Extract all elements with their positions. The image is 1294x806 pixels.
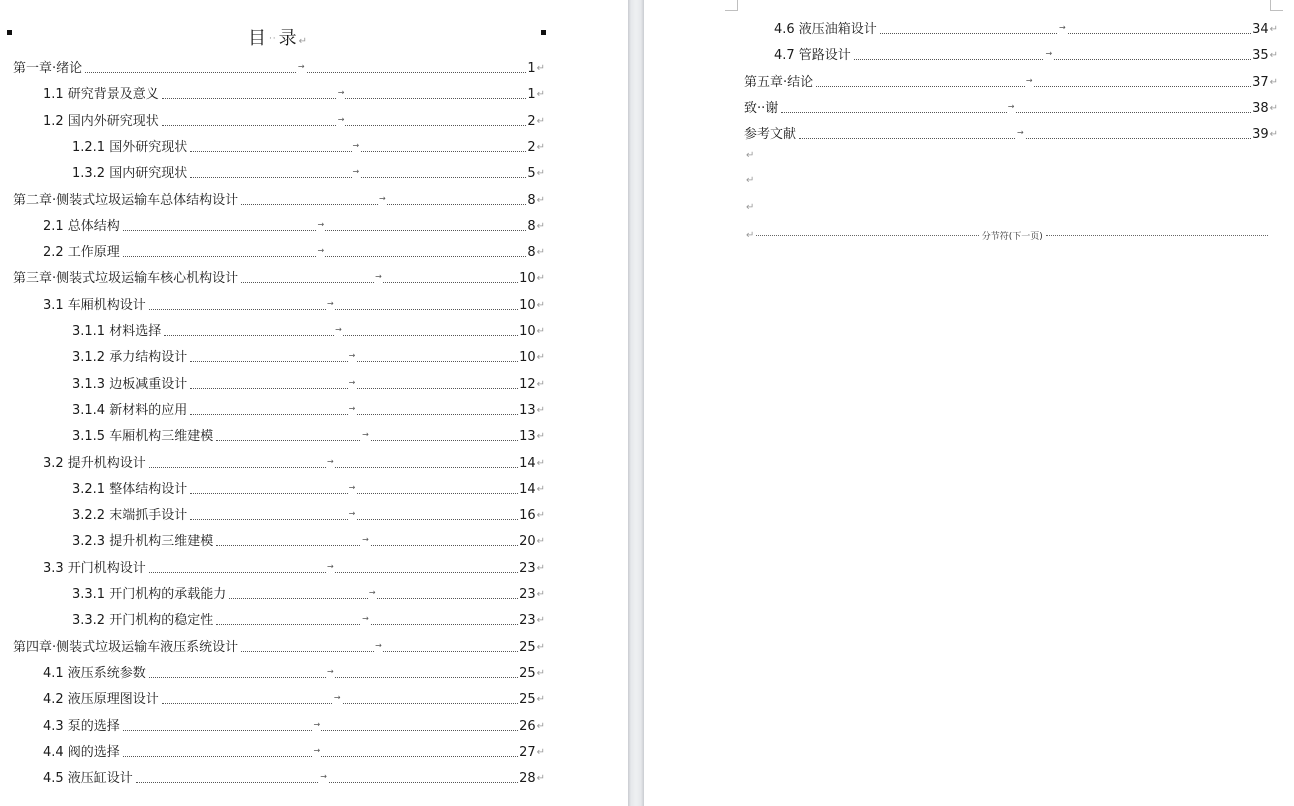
- paragraph-mark-icon: ↵: [536, 352, 545, 364]
- tab-arrow-icon: →: [361, 611, 370, 627]
- toc-entry-page: 25: [519, 665, 536, 681]
- tab-arrow-icon: →: [1025, 73, 1034, 89]
- toc-entry-page: 8: [527, 218, 536, 234]
- toc-entry-label: 1.2.1 国外研究现状: [72, 139, 188, 155]
- dot-leader: [854, 49, 1251, 60]
- paragraph-mark-icon: ↵: [536, 431, 545, 443]
- tab-arrow-icon: →: [317, 243, 326, 259]
- toc-entry[interactable]: [744, 97, 1278, 117]
- paragraph-mark-icon: ↵: [746, 202, 755, 213]
- paragraph-mark-icon: ↵: [536, 141, 545, 153]
- toc-entry[interactable]: [13, 189, 545, 209]
- toc-entry-page: 20: [519, 534, 536, 550]
- toc-entry-page: 23: [519, 587, 536, 602]
- dot-leader: [136, 772, 518, 783]
- toc-entry-label: 3.2 提升机构设计: [43, 455, 146, 471]
- toc-entry-label: 1.2 国内外研究现状: [43, 113, 159, 129]
- toc-entry-label: 2.1 总体结构: [43, 218, 120, 234]
- tab-arrow-icon: →: [368, 585, 377, 601]
- paragraph-mark-icon: ↵: [536, 457, 545, 469]
- toc-entry-page: 38: [1252, 100, 1269, 116]
- dot-leader: [149, 666, 518, 678]
- paragraph-mark-icon: ↵: [536, 483, 545, 495]
- toc-entry[interactable]: [43, 715, 545, 735]
- toc-entry-page: 8: [527, 245, 536, 261]
- paragraph-mark-icon: ↵: [536, 115, 545, 127]
- dot-leader: [216, 535, 518, 546]
- toc-entry-page: 10: [519, 271, 536, 287]
- dot-leader: [162, 114, 527, 126]
- tab-arrow-icon: →: [348, 480, 357, 496]
- paragraph-mark-icon: ↵: [1269, 129, 1278, 141]
- toc-entry[interactable]: [72, 425, 545, 445]
- tab-arrow-icon: →: [337, 112, 346, 128]
- toc-entry-page: 10: [519, 324, 536, 339]
- dot-leader: [216, 430, 518, 441]
- paragraph-mark-icon: ↵: [536, 746, 545, 758]
- toc-entry-page: 13: [519, 429, 536, 445]
- toc-entry[interactable]: [744, 123, 1278, 143]
- toc-entry-label: 2.2 工作原理: [43, 245, 120, 261]
- paragraph-mark-icon: ↵: [536, 510, 545, 522]
- dot-leader: [190, 377, 518, 389]
- toc-entry-page: 1: [527, 87, 536, 103]
- toc-entry-label: 第三章·侧装式垃圾运输车核心机构设计: [13, 271, 239, 287]
- tab-arrow-icon: →: [374, 638, 383, 654]
- toc-entry-label: 第四章·侧装式垃圾运输车液压系统设计: [13, 639, 239, 655]
- paragraph-mark-icon: ↵: [298, 36, 309, 47]
- tab-arrow-icon: →: [333, 690, 342, 706]
- toc-entry[interactable]: [72, 373, 545, 393]
- paragraph-mark-icon: ↵: [536, 168, 545, 180]
- paragraph-mark-icon: ↵: [746, 229, 755, 241]
- tab-arrow-icon: →: [348, 506, 357, 522]
- toc-entry-page: 10: [519, 350, 536, 366]
- paragraph-mark-icon: ↵: [536, 247, 545, 259]
- dot-leader: [162, 693, 518, 704]
- tab-arrow-icon: →: [374, 269, 383, 285]
- toc-entry-label: 参考文献: [744, 127, 797, 143]
- toc-entry-label: 3.1.5 车厢机构三维建模: [72, 429, 214, 445]
- toc-entry-page: 5: [527, 166, 536, 182]
- toc-entry-label: 3.3 开门机构设计: [43, 560, 146, 576]
- section-break: [746, 229, 1268, 241]
- toc-entry[interactable]: [43, 662, 545, 682]
- dot-leader: [229, 588, 518, 599]
- dot-leader: [190, 167, 526, 178]
- paragraph-mark-icon: ↵: [746, 175, 755, 186]
- paragraph-mark-icon: ↵: [536, 667, 545, 679]
- toc-entry-label: 3.2.2 末端抓手设计: [72, 508, 188, 524]
- dot-leader: [241, 640, 518, 652]
- tab-arrow-icon: →: [326, 454, 335, 470]
- toc-title-left: 目: [247, 28, 267, 49]
- tab-arrow-icon: →: [334, 322, 343, 338]
- toc-entry-label: 3.2.3 提升机构三维建模: [72, 534, 214, 550]
- toc-entry[interactable]: [72, 399, 545, 419]
- toc-entry-label: 3.3.2 开门机构的稳定性: [72, 613, 214, 629]
- tab-arrow-icon: →: [361, 427, 370, 443]
- toc-entry[interactable]: [43, 215, 545, 235]
- dot-leader: [241, 193, 526, 205]
- dot-leader: [85, 62, 526, 73]
- dot-leader: [781, 101, 1251, 113]
- tab-arrow-icon: →: [348, 348, 357, 364]
- dot-leader: [123, 246, 527, 257]
- paragraph-mark-icon: ↵: [536, 694, 545, 706]
- toc-entry[interactable]: [72, 583, 545, 603]
- toc-entry[interactable]: [13, 636, 545, 656]
- tab-arrow-icon: →: [326, 296, 335, 312]
- crop-mark-right-icon: [1270, 0, 1283, 11]
- toc-entry-label: 致··谢: [744, 100, 779, 116]
- toc-entry[interactable]: [43, 241, 545, 261]
- toc-entry-page: 2: [527, 139, 536, 155]
- dot-leader: [149, 298, 518, 310]
- toc-entry-page: 14: [519, 455, 536, 471]
- dot-leader: [190, 509, 518, 520]
- paragraph-mark-icon: ↵: [536, 326, 545, 337]
- dot-leader: [241, 272, 518, 283]
- toc-entry[interactable]: [774, 44, 1278, 64]
- paragraph-mark-icon: ↵: [536, 773, 545, 785]
- paragraph-mark-icon: ↵: [1269, 50, 1278, 62]
- toc-entry-page: 27: [519, 744, 536, 760]
- toc-entry-page: 10: [519, 297, 536, 313]
- paragraph-mark-icon: ↵: [536, 63, 545, 74]
- toc-entry-page: 37: [1252, 74, 1269, 90]
- toc-entry[interactable]: [72, 346, 545, 366]
- section-break-label: 分节符(下一页): [981, 231, 1043, 242]
- tab-arrow-icon: →: [313, 717, 322, 733]
- tab-arrow-icon: →: [317, 217, 326, 233]
- tab-arrow-icon: →: [378, 191, 387, 207]
- tab-arrow-icon: →: [326, 559, 335, 575]
- toc-entry-page: 13: [519, 402, 536, 418]
- dot-leader: [123, 219, 527, 231]
- dot-leader: [799, 128, 1251, 139]
- crop-mark-left-icon: [725, 0, 738, 11]
- toc-entry-label: 4.3 泵的选择: [43, 718, 120, 734]
- tab-arrow-icon: →: [352, 138, 361, 154]
- toc-entry-label: 第一章·绪论: [13, 61, 83, 76]
- tab-arrow-icon: →: [1016, 125, 1025, 141]
- toc-entry-label: 3.1.1 材料选择: [72, 324, 162, 339]
- paragraph-mark-icon: ↵: [536, 299, 545, 311]
- tab-arrow-icon: →: [1044, 46, 1053, 62]
- toc-entry-page: 2: [527, 113, 536, 129]
- dot-leader: [123, 745, 518, 757]
- dot-leader: [190, 403, 518, 415]
- toc-entry-page: 12: [519, 376, 536, 392]
- paragraph-mark-icon: ↵: [536, 615, 545, 627]
- dot-leader: [816, 75, 1251, 87]
- dot-leader: [149, 561, 518, 573]
- toc-entry-label: 4.5 液压缸设计: [43, 771, 133, 787]
- toc-entry-page: 25: [519, 692, 536, 708]
- tab-arrow-icon: →: [1007, 99, 1016, 115]
- paragraph-mark-icon: ↵: [536, 194, 545, 206]
- dot-leader: [162, 88, 527, 99]
- toc-title: [0, 24, 556, 50]
- toc-entry[interactable]: [72, 530, 545, 550]
- toc-entry[interactable]: [72, 162, 545, 182]
- toc-entry-page: 1: [527, 61, 536, 76]
- toc-entry-page: 23: [519, 613, 536, 629]
- toc-entry-label: 1.1 研究背景及意义: [43, 87, 159, 103]
- toc-entry-label: 4.2 液压原理图设计: [43, 692, 159, 708]
- toc-entry[interactable]: [72, 609, 545, 629]
- dot-leader: [880, 23, 1251, 34]
- toc-entry[interactable]: [72, 136, 545, 156]
- toc-entry-label: 1.3.2 国内研究现状: [72, 166, 188, 182]
- toc-entry-label: 4.7 管路设计: [774, 48, 851, 64]
- toc-entry[interactable]: [43, 83, 545, 103]
- tab-arrow-icon: →: [1058, 20, 1067, 36]
- paragraph-mark-icon: ↵: [536, 273, 545, 285]
- toc-entry-label: 3.1.2 承力结构设计: [72, 350, 188, 366]
- dot-leader: [164, 325, 518, 336]
- toc-entry[interactable]: [72, 320, 545, 340]
- tab-arrow-icon: →: [348, 375, 357, 391]
- toc-entry-page: 8: [527, 192, 536, 208]
- toc-title-right: 录: [278, 28, 298, 49]
- toc-entry[interactable]: [43, 741, 545, 761]
- paragraph-mark-icon: ↵: [536, 720, 545, 732]
- tab-arrow-icon: →: [326, 664, 335, 680]
- paragraph-mark-icon: ↵: [536, 89, 545, 101]
- toc-entry-page: 26: [519, 718, 536, 734]
- page-gap: [628, 0, 644, 806]
- toc-entry[interactable]: [72, 504, 545, 524]
- toc-entry-page: 28: [519, 771, 536, 787]
- toc-entry-page: 39: [1252, 127, 1269, 143]
- toc-entry[interactable]: [43, 767, 545, 787]
- toc-entry-label: 第二章·侧装式垃圾运输车总体结构设计: [13, 192, 239, 208]
- dot-leader: [190, 351, 518, 362]
- toc-entry-label: 3.3.1 开门机构的承载能力: [72, 587, 227, 602]
- toc-entry[interactable]: [744, 71, 1278, 91]
- dot-leader: [190, 140, 526, 152]
- dot-leader: [190, 482, 518, 494]
- toc-entry-page: 34: [1252, 22, 1269, 37]
- tab-arrow-icon: →: [337, 85, 346, 101]
- paragraph-mark-icon: ↵: [536, 404, 545, 416]
- toc-entry[interactable]: [13, 267, 545, 287]
- toc-entry-label: 4.4 阀的选择: [43, 744, 120, 760]
- toc-entry[interactable]: [774, 18, 1278, 38]
- toc-entry-page: 23: [519, 560, 536, 576]
- title-spacer: ··: [268, 34, 277, 44]
- toc-entry-page: 16: [519, 508, 536, 524]
- toc-entry[interactable]: [43, 557, 545, 577]
- paragraph-mark-icon: ↵: [536, 562, 545, 574]
- toc-entry[interactable]: [43, 294, 545, 314]
- paragraph-mark-icon: ↵: [1269, 76, 1278, 88]
- toc-entry[interactable]: [43, 110, 545, 130]
- document-page-left: [0, 0, 628, 806]
- paragraph-mark-icon: ↵: [536, 378, 545, 390]
- paragraph-mark-icon: ↵: [536, 641, 545, 653]
- toc-entry-label: 3.1 车厢机构设计: [43, 297, 146, 313]
- paragraph-mark-icon: ↵: [536, 220, 545, 232]
- toc-entry-page: 25: [519, 639, 536, 655]
- dot-leader: [216, 614, 518, 625]
- toc-entry[interactable]: [43, 688, 545, 708]
- paragraph-mark-icon: ↵: [1269, 24, 1278, 35]
- toc-entry-label: 3.1.3 边板减重设计: [72, 376, 188, 392]
- paragraph-mark-icon: ↵: [536, 536, 545, 548]
- tab-arrow-icon: →: [352, 164, 361, 180]
- tab-arrow-icon: →: [313, 743, 322, 759]
- toc-entry[interactable]: [43, 452, 545, 472]
- paragraph-mark-icon: ↵: [1269, 102, 1278, 114]
- tab-arrow-icon: →: [319, 769, 328, 785]
- toc-entry[interactable]: [72, 478, 545, 498]
- toc-entry-label: 3.1.4 新材料的应用: [72, 402, 188, 418]
- paragraph-mark-icon: ↵: [536, 589, 545, 600]
- toc-entry-label: 4.1 液压系统参数: [43, 665, 146, 681]
- toc-entry-page: 14: [519, 481, 536, 497]
- dot-leader: [123, 719, 518, 731]
- document-page-right: [644, 0, 1294, 806]
- toc-entry-label: 3.2.1 整体结构设计: [72, 481, 188, 497]
- toc-entry[interactable]: [13, 57, 545, 77]
- toc-entry-label: 第五章·结论: [744, 74, 814, 90]
- toc-entry-label: 4.6 液压油箱设计: [774, 22, 877, 37]
- dot-leader: [149, 456, 518, 468]
- tab-arrow-icon: →: [361, 532, 370, 548]
- tab-arrow-icon: →: [297, 59, 306, 75]
- tab-arrow-icon: →: [348, 401, 357, 417]
- toc-entry-page: 35: [1252, 48, 1269, 64]
- paragraph-mark-icon: ↵: [746, 150, 755, 161]
